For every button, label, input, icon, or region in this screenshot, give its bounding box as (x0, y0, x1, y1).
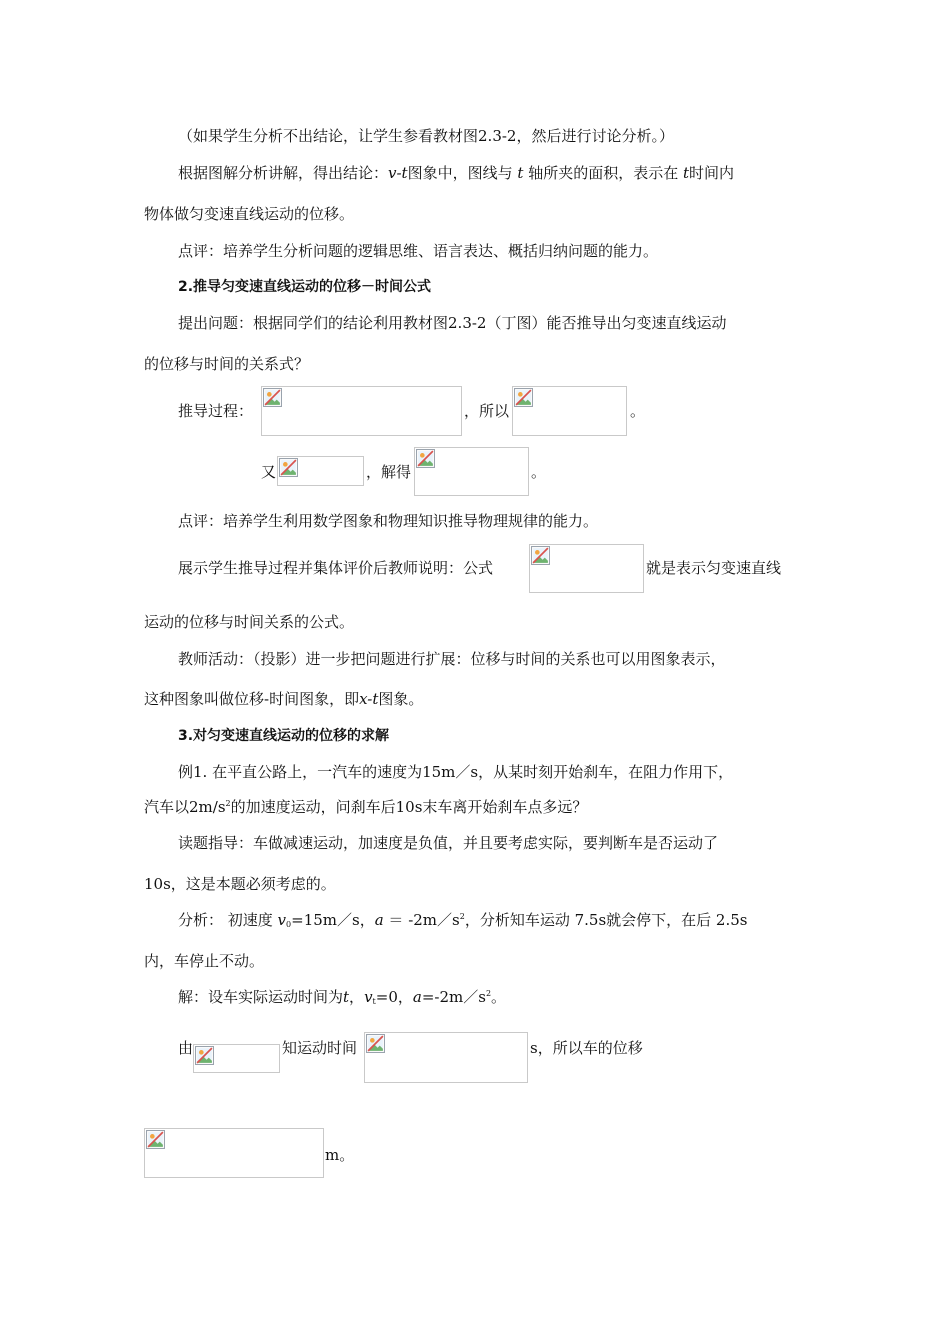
formula-image (144, 1128, 324, 1178)
math-a: a (412, 988, 422, 1006)
text: 的加速度运动，问刹车后10s末车离开始刹车点多远？ (230, 798, 588, 816)
broken-image-icon (531, 546, 550, 565)
subscript: 0 (286, 920, 292, 929)
text: 图象中，图线与 (407, 164, 513, 182)
text: =0， (375, 988, 413, 1006)
paragraph-analysis-cont: 内，车停止不动。 (144, 952, 265, 970)
paragraph-question: 提出问题：根据同学们的结论利用教材图2.3-2（丁图）能否推导出匀变速直线运动 (178, 314, 727, 332)
formula-image (512, 386, 627, 436)
paragraph-comment-1: 点评：培养学生分析问题的逻辑思维、语言表达、概括归纳问题的能力。 (178, 242, 659, 260)
paragraph-reading-guide: 读题指导：车做减速运动，加速度是负值，并且要考虑实际，要判断车是否运动了 (178, 834, 719, 852)
broken-image-icon (416, 449, 435, 468)
math-t: t (517, 164, 524, 182)
paragraph-teacher-note-cont: 运动的位移与时间关系的公式。 (144, 613, 355, 631)
text: 轴所夹的面积，表示在 (528, 164, 679, 182)
formula-image (529, 544, 644, 593)
paragraph-question-cont: 的位移与时间的关系式？ (144, 355, 310, 373)
broken-image-icon (279, 458, 298, 477)
math-v: v (277, 911, 287, 929)
paragraph-conclusion (178, 163, 734, 183)
text: 图象。 (378, 690, 424, 708)
text: 根据图解分析讲解，得出结论： (178, 164, 389, 182)
text: =-2m／s (421, 988, 486, 1006)
solution-unit: m。 (325, 1146, 355, 1164)
derivation-label-2: 又 (261, 463, 277, 481)
math-a: a (374, 911, 384, 929)
paragraph-teacher-note: 展示学生推导过程并集体评价后教师说明：公式 (178, 559, 494, 577)
formula-image (277, 456, 364, 486)
paragraph-analysis (178, 910, 747, 930)
formula-image (414, 447, 529, 496)
text: ＝ -2m／s (383, 911, 460, 929)
paragraph-example: 例1. 在平直公路上，一汽车的速度为15m／s，从某时刻开始刹车，在阻力作用下， (178, 763, 734, 781)
paragraph-teacher-activity-cont (144, 689, 423, 709)
broken-image-icon (146, 1130, 165, 1149)
punctuation: 。 (630, 402, 646, 420)
formula-image (193, 1044, 280, 1073)
broken-image-icon (366, 1034, 385, 1053)
punctuation: 。 (531, 463, 547, 481)
text: 时间内 (689, 164, 735, 182)
text: 。 (491, 988, 507, 1006)
math-xt: x-t (359, 690, 379, 708)
derivation-connector: ，解得 (366, 463, 412, 481)
solution-step-label: 由 (178, 1039, 194, 1057)
superscript: 2 (459, 912, 465, 921)
text: 分析： 初速度 (178, 911, 278, 929)
math-t: t (683, 164, 690, 182)
paragraph-solution (178, 987, 506, 1007)
solution-step-text-tail: s，所以车的位移 (530, 1039, 643, 1057)
paragraph-example-cont (144, 797, 587, 817)
paragraph-comment-2: 点评：培养学生利用数学图象和物理知识推导物理规律的能力。 (178, 512, 599, 530)
formula-image (364, 1032, 528, 1083)
text: 汽车以2m/s (144, 798, 226, 816)
superscript: 2 (225, 799, 231, 808)
broken-image-icon (514, 388, 533, 407)
section-heading-2: 2.推导匀变速直线运动的位移－时间公式 (178, 279, 432, 295)
broken-image-icon (195, 1046, 214, 1065)
paragraph-teacher-note-tail: 就是表示匀变速直线 (646, 559, 782, 577)
broken-image-icon (263, 388, 282, 407)
math-v: v (364, 988, 373, 1006)
paragraph-reading-guide-cont: 10s，这是本题必须考虑的。 (144, 875, 336, 893)
derivation-connector: ，所以 (464, 402, 510, 420)
formula-image (261, 386, 462, 436)
text: =15m／s， (291, 911, 375, 929)
paragraph-teacher-activity: 教师活动：（投影）进一步把问题进行扩展：位移与时间的关系也可以用图象表示， (178, 650, 726, 668)
paragraph-conclusion-cont: 物体做匀变速直线运动的位移。 (144, 205, 355, 223)
section-heading-3: 3.对匀变速直线运动的位移的求解 (178, 728, 390, 744)
derivation-label: 推导过程： (178, 402, 254, 420)
math-t: t (343, 988, 350, 1006)
subscript: t (372, 997, 376, 1006)
solution-step-text: 知运动时间 (282, 1039, 358, 1057)
text: 这种图象叫做位移-时间图象，即 (144, 690, 360, 708)
text: ， (349, 988, 365, 1006)
paragraph-note: （如果学生分析不出结论，让学生参看教材图2.3-2，然后进行讨论分析。） (178, 127, 674, 145)
text: ，分析知车运动 7.5s就会停下，在后 2.5s (464, 911, 748, 929)
math-vt: v-t (388, 164, 408, 182)
superscript: 2 (485, 989, 492, 998)
text: 解：设车实际运动时间为 (178, 988, 344, 1006)
